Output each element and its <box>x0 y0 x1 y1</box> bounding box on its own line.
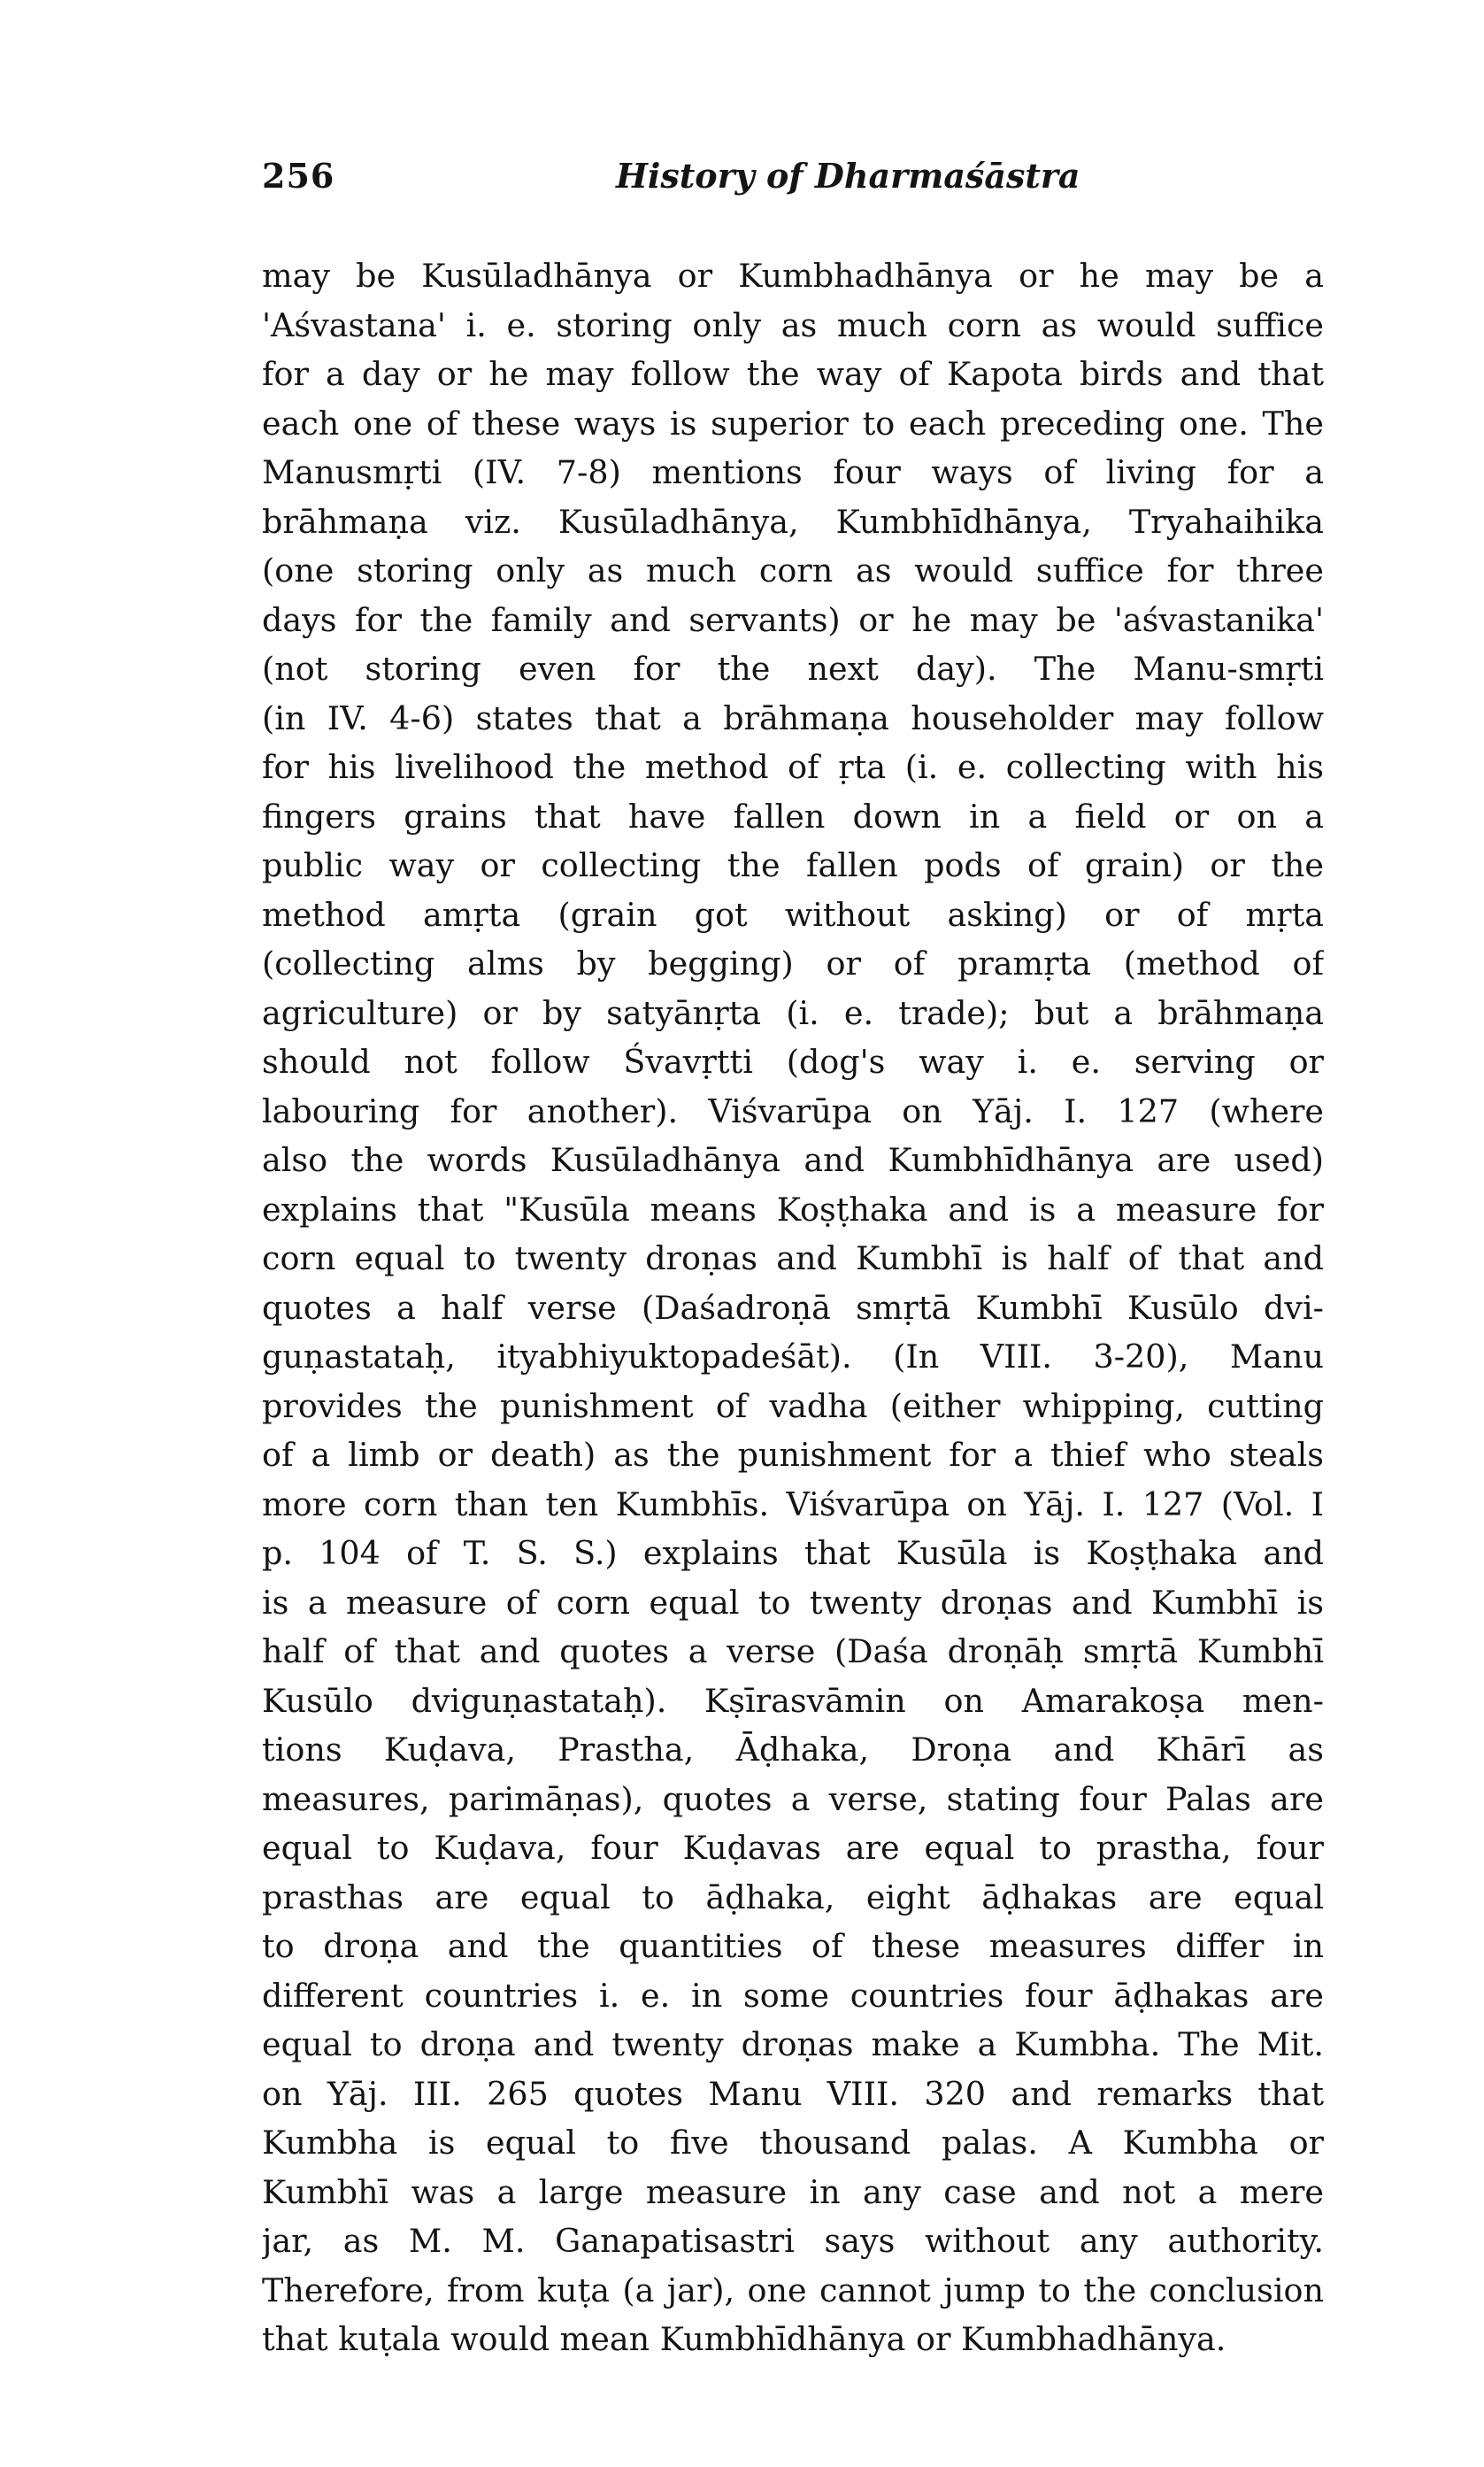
text-line: (one storing only as much corn as would suffice for three <box>262 551 1324 590</box>
text-line: for a day or he may follow the way of Kapota birds and that <box>262 355 1324 393</box>
text-line: explains that "Kusūla means Koṣṭhaka and is a measure for <box>262 1190 1324 1229</box>
page-number: 256 <box>262 156 335 196</box>
text-line: measures, parimāṇas), quotes a verse, stating four Palas are <box>262 1779 1324 1818</box>
text-line: for his livelihood the method of ṛta (i. e. collecting with his <box>262 748 1324 786</box>
text-line: labouring for another). Viśvarūpa on Yāj. I. 127 (where <box>262 1091 1324 1130</box>
text-line: provides the punishment of vadha (either whipping, cutting <box>262 1386 1324 1425</box>
text-line: (collecting alms by begging) or of pramṛta (method of <box>262 944 1324 983</box>
text-line: agriculture) or by satyānṛta (i. e. trade); but a brāhmaṇa <box>262 993 1324 1032</box>
text-line: prasthas are equal to āḍhaka, eight āḍhakas are equal <box>262 1877 1324 1916</box>
text-line: that kuṭala would mean Kumbhīdhānya or Kumbhadhānya. <box>262 2320 1226 2358</box>
text-line: also the words Kusūladhānya and Kumbhīdhānya are used) <box>262 1141 1324 1179</box>
text-line: method amṛta (grain got without asking) or of mṛta <box>262 895 1324 934</box>
text-line: Kumbhī was a large measure in any case and not a mere <box>262 2172 1324 2211</box>
text-line: more corn than ten Kumbhīs. Viśvarūpa on Yāj. I. 127 (Vol. I <box>262 1484 1324 1523</box>
text-line: tions Kuḍava, Prastha, Āḍhaka, Droṇa and Khārī as <box>262 1731 1324 1769</box>
text-line: each one of these ways is superior to each preceding one. The <box>262 404 1324 443</box>
text-line: public way or collecting the fallen pods of grain) or the <box>262 846 1324 884</box>
text-line: of a limb or death) as the punishment for a thief who steals <box>262 1436 1324 1474</box>
text-line: (in IV. 4-6) states that a brāhmaṇa householder may follow <box>262 698 1324 737</box>
body-text <box>262 251 1324 2364</box>
text-line: p. 104 of T. S. S.) explains that Kusūla is Koṣṭhaka and <box>262 1534 1324 1572</box>
text-line: days for the family and servants) or he may be 'aśvastanika' <box>262 600 1324 639</box>
text-line: brāhmaṇa viz. Kusūladhānya, Kumbhīdhānya, Tryahaihika <box>262 502 1324 541</box>
text-line: different countries i. e. in some countries four āḍhakas are <box>262 1976 1324 2015</box>
text-line: to droṇa and the quantities of these measures differ in <box>262 1927 1324 1965</box>
text-line: jar, as M. M. Ganapatisastri says without any authority. <box>262 2222 1324 2260</box>
text-line: Kumbha is equal to five thousand palas. A Kumbha or <box>262 2124 1324 2162</box>
page-header <box>262 156 1324 209</box>
running-title: History of Dharmaśāstra <box>616 156 1080 196</box>
text-line: Kusūlo dviguṇastataḥ). Kṣīrasvāmin on Amarakoṣa men- <box>262 1681 1324 1720</box>
text-line: on Yāj. III. 265 quotes Manu VIII. 320 and remarks that <box>262 2074 1324 2113</box>
text-line: Therefore, from kuṭa (a jar), one cannot jump to the conclusion <box>262 2270 1324 2309</box>
text-line: is a measure of corn equal to twenty droṇas and Kumbhī is <box>262 1583 1324 1622</box>
text-line: 'Aśvastana' i. e. storing only as much corn as would suffice <box>262 305 1324 344</box>
text-line: equal to droṇa and twenty droṇas make a Kumbha. The Mit. <box>262 2025 1324 2063</box>
text-line: guṇastataḥ, ityabhiyuktopadeśāt). (In VIII. 3-20), Manu <box>262 1338 1324 1376</box>
text-line: (not storing even for the next day). The Manu-smṛti <box>262 650 1324 688</box>
text-line: equal to Kuḍava, four Kuḍavas are equal to prastha, four <box>262 1829 1324 1867</box>
text-line: quotes a half verse (Daśadroṇā smṛtā Kumbhī Kusūlo dvi- <box>262 1288 1324 1327</box>
text-line: Manusmṛti (IV. 7-8) mentions four ways of living for a <box>262 453 1324 491</box>
text-line: may be Kusūladhānya or Kumbhadhānya or he may be a <box>262 257 1324 295</box>
text-line: fingers grains that have fallen down in a field or on a <box>262 797 1324 836</box>
text-line: half of that and quotes a verse (Daśa droṇāḥ smṛtā Kumbhī <box>262 1632 1324 1670</box>
text-line: should not follow Śvavṛtti (dog's way i. e. serving or <box>262 1043 1324 1081</box>
text-line: corn equal to twenty droṇas and Kumbhī is half of that and <box>262 1239 1324 1277</box>
